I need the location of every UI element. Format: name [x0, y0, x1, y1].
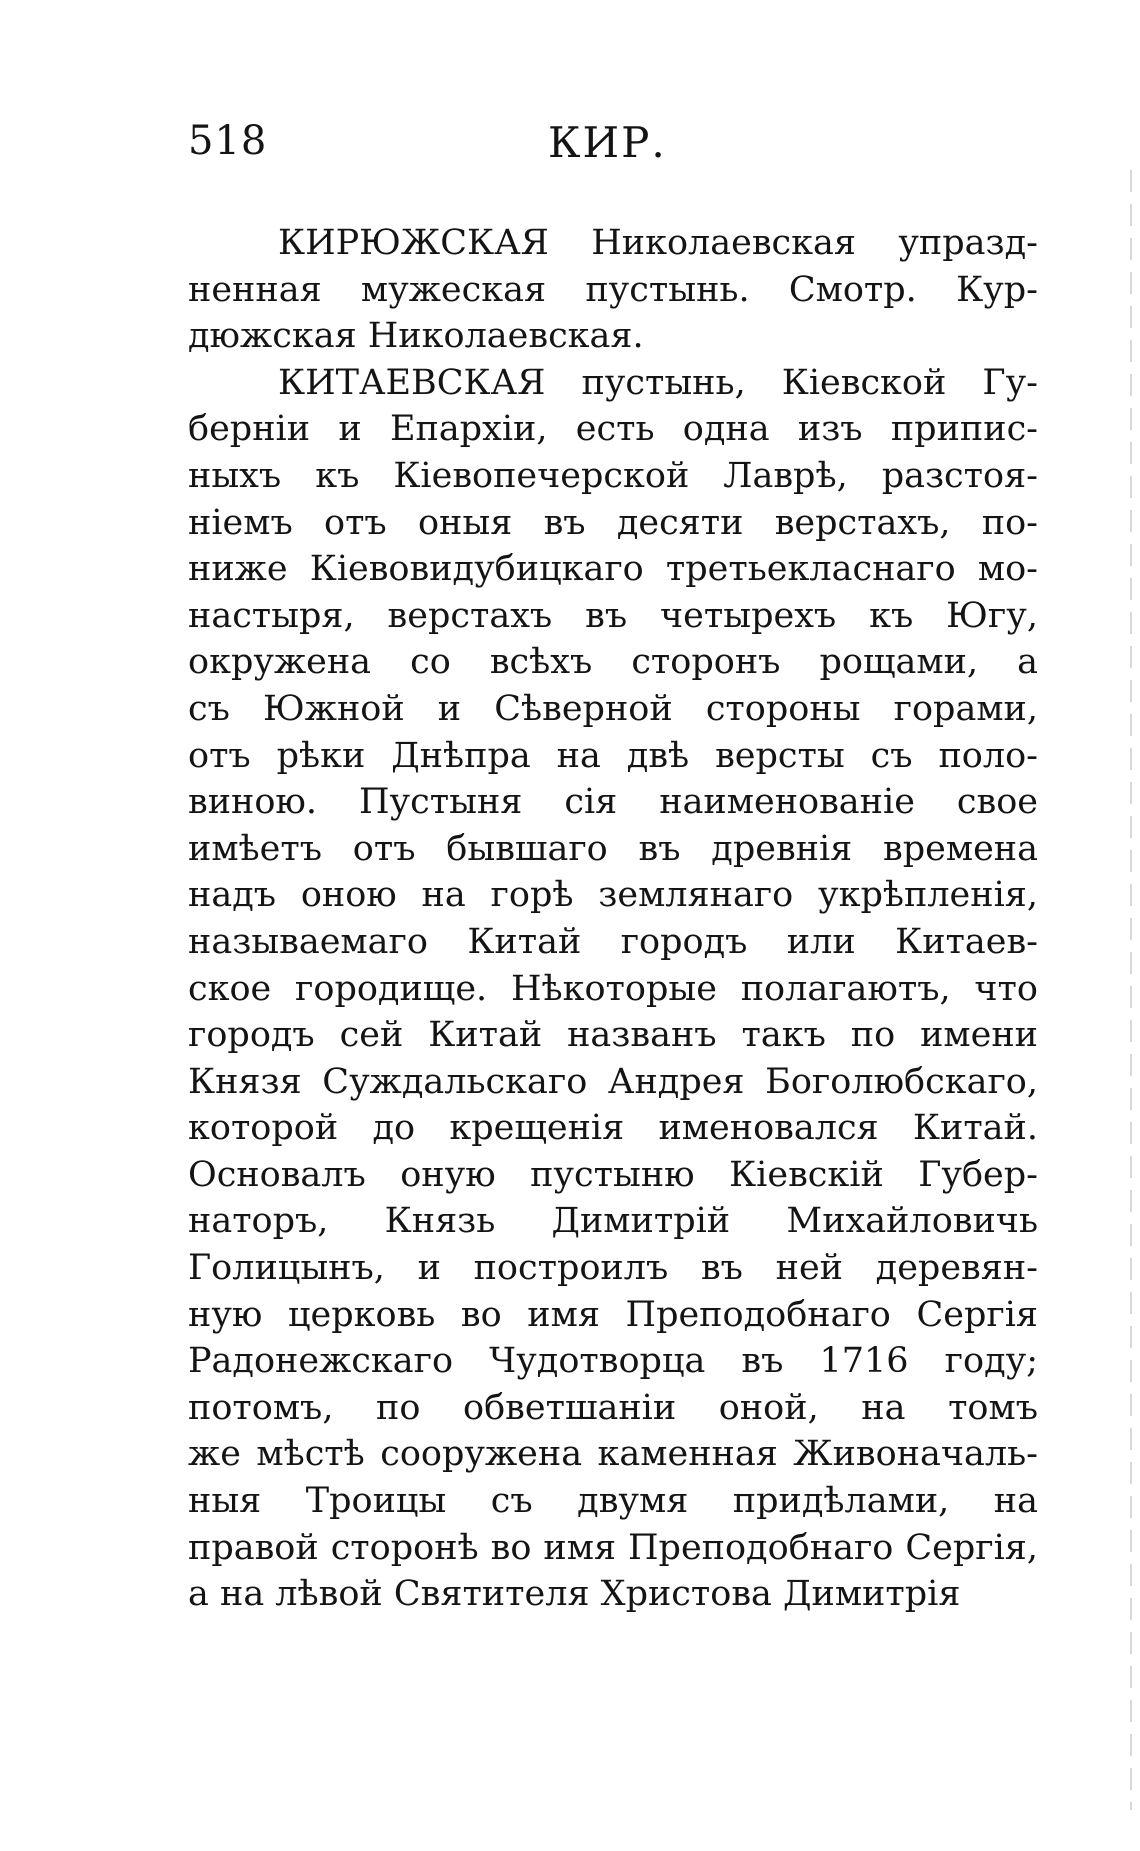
text-line: ныхъ къ Кіевопечерской Лаврѣ, разстоя-	[188, 455, 1038, 496]
text-line: Князя Суждальскаго Андрея Боголюбскаго,	[188, 1061, 1038, 1102]
text-line: имѣетъ отъ бывшаго въ древнія времена	[188, 828, 1038, 869]
text-line: берніи и Епархіи, есть одна изъ припис-	[188, 409, 1038, 450]
text-line: же мѣстѣ сооружена каменная Живоначаль-	[188, 1434, 1038, 1475]
text-line: настыря, верстахъ въ четырехъ къ Югу,	[188, 595, 1038, 636]
text-line: ниже Кіевовидубицкаго третьекласнаго мо-	[188, 549, 1038, 590]
text-line: а на лѣвой Святителя Христова Димитрія	[188, 1574, 961, 1615]
text-line: Радонежскаго Чудотворца въ 1716 году;	[188, 1341, 1038, 1382]
text-line: Голицынъ, и построилъ въ ней деревян-	[188, 1248, 1038, 1289]
text-line: Основалъ оную пустыню Кіевскій Губер-	[188, 1154, 1038, 1195]
text-line: КИТАЕВСКАЯ пустынь, Кіевской Гу-	[278, 362, 1038, 403]
text-line: потомъ, по обветшаніи оной, на томъ	[188, 1387, 1038, 1428]
text-line: ское городище. Нѣкоторые полагаютъ, что	[188, 968, 1038, 1009]
page-header	[188, 118, 1008, 178]
text-line: дюжская Николаевская.	[188, 316, 644, 357]
text-line: называемаго Китай городъ или Китаев-	[188, 921, 1038, 962]
text-line: отъ рѣки Днѣпра на двѣ версты съ поло-	[188, 735, 1038, 776]
text-line: наторъ, Князь Димитрій Михайловичь	[188, 1201, 1038, 1242]
body-text	[188, 220, 1038, 1618]
running-head: КИР.	[548, 118, 667, 167]
text-line: ненная мужеская пустынь. Смотр. Кур-	[188, 269, 1038, 310]
text-line: КИРЮЖСКАЯ Николаевская упразд-	[278, 223, 1038, 263]
page-number: 518	[188, 118, 268, 164]
text-line: которой до крещенія именовался Китай.	[188, 1108, 1038, 1149]
text-line: виною. Пустыня сія наименованіе свое	[188, 782, 1038, 823]
text-line: правой сторонѣ во имя Преподобнаго Сергія,	[188, 1527, 1038, 1568]
page-edge-mark	[1130, 170, 1132, 1810]
text-line: надъ оною на горѣ землянаго укрѣпленія,	[188, 875, 1038, 916]
text-line: съ Южной и Сѣверной стороны горами,	[188, 688, 1038, 729]
text-line: окружена со всѣхъ сторонъ рощами, а	[188, 642, 1038, 683]
text-line: ныя Троицы съ двумя придѣлами, на	[188, 1481, 1038, 1522]
text-line: городъ сей Китай названъ такъ по имени	[188, 1015, 1038, 1056]
text-line: ную церковь во имя Преподобнаго Сергія	[188, 1294, 1038, 1335]
text-line: ніемъ отъ оныя въ десяти верстахъ, по-	[188, 502, 1038, 543]
